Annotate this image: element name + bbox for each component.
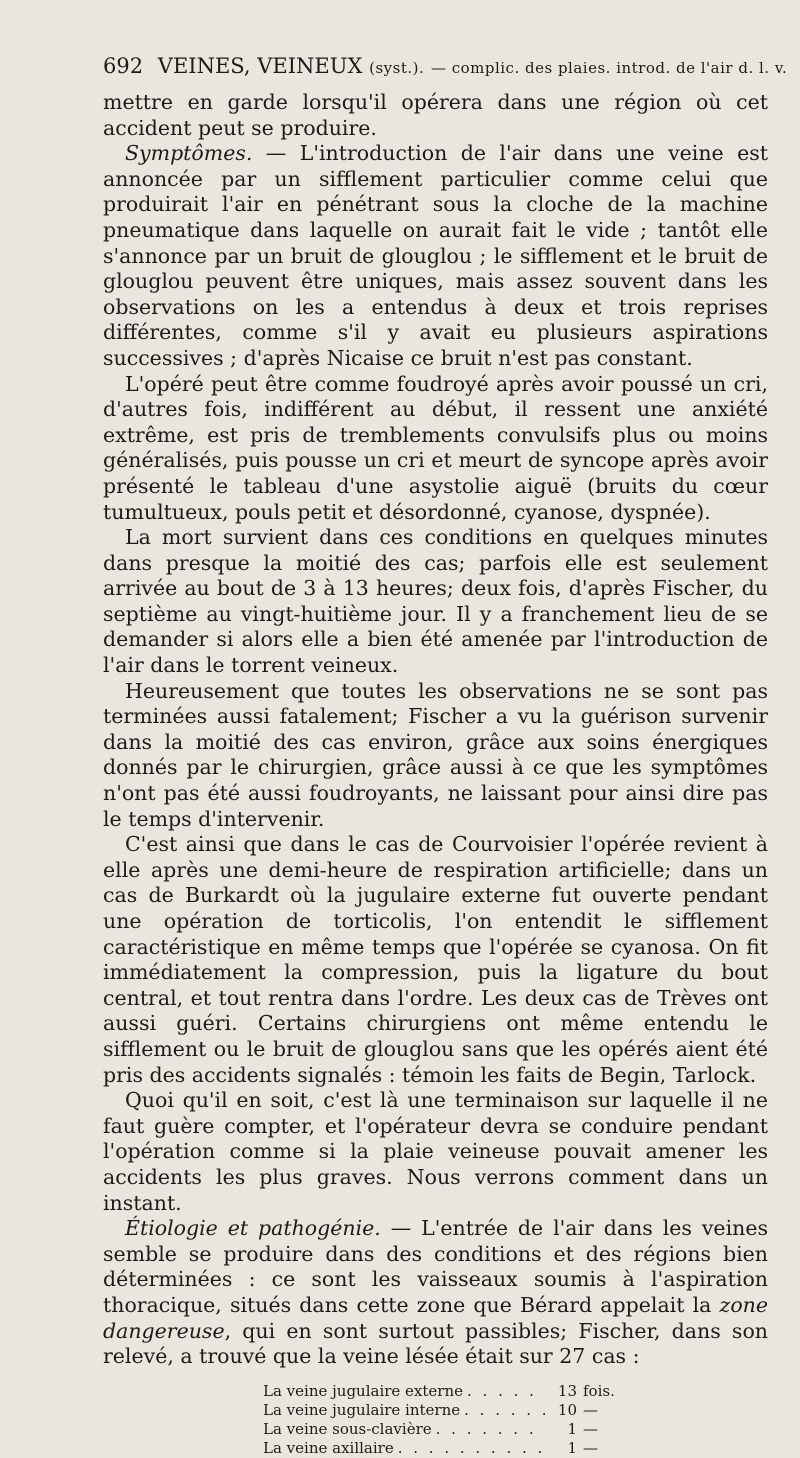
paragraph: [103, 832, 768, 1088]
row-count: 1: [567, 1419, 577, 1438]
paragraph-text: Heureusement que toutes les observations ne se sont pas terminées aussi fatalement; Fischer a vu la guérison survenir dans la moitié des cas environ, grâce aux soins énergiques donnés par le chirurgien, grâce aussi à ce que les symptômes n'ont pas été aussi foudroyants, ne laissant pour ainsi dire pas le temps d'intervenir.: [103, 678, 768, 831]
leader-dots: [394, 1439, 545, 1458]
section-heading-symptomes: Symptômes.: [125, 141, 253, 166]
row-label: La veine jugulaire interne: [263, 1400, 461, 1419]
paragraph: [103, 1216, 768, 1370]
emphasis-zone-dangereuse: zone dangereuse: [103, 1292, 768, 1343]
table-row: [263, 1439, 623, 1458]
row-unit: —: [583, 1400, 598, 1419]
paragraph: [103, 372, 768, 526]
vein-count-table: [263, 1382, 768, 1458]
page-number: 692: [103, 54, 144, 78]
row-label: La veine sous-clavière: [263, 1419, 432, 1438]
header-subtitle: — complic. des plaies. introd. de l'air d. l. v.: [430, 59, 788, 77]
paragraph: [103, 90, 768, 141]
paragraph: [103, 1088, 768, 1216]
paragraph: [103, 679, 768, 833]
paragraph-text: mettre en garde lorsqu'il opérera dans une région où cet accident peut se produire.: [103, 90, 768, 140]
paragraph-text: L'opéré peut être comme foudroyé après avoir poussé un cri, d'autres fois, indifférent au début, il ressent une anxiété extrême, est pris de tremblements convulsifs plus ou moins généralisés, puis pousse un cri et meurt de syncope après avoir présenté le tableau d'une asystolie aiguë (bruits du cœur tumultueux, pouls petit et désordonné, cyanose, dyspnée).: [103, 371, 768, 524]
leader-dots: [463, 1382, 545, 1401]
header-syst: (syst.).: [369, 59, 425, 77]
leader-dots: [460, 1401, 545, 1420]
row-count: 13: [557, 1381, 577, 1400]
leader-dots: [432, 1420, 545, 1439]
table-row: [263, 1420, 623, 1439]
body-text: [103, 90, 768, 1370]
paragraph-text: La mort survient dans ces conditions en quelques minutes dans presque la moitié des cas; parfois elle est seulement arrivée au bout de 3 à 13 heures; deux fois, d'après Fischer, du septième au vingt-huitième jour. Il y a franchement lieu de se demander si alors elle a bien été amenée par l'introduction de l'air dans le torrent veineux.: [103, 525, 768, 678]
paragraph-text: — L'introduction de l'air dans une veine est annoncée par un sifflement particulier comme celui que produirait l'air en pénétrant sous la cloche de la machine pneumatique dans laquelle on aurait fait le vide ; tantôt elle s'annonce par un bruit de glouglou ; le sifflement et le bruit de glouglou peuvent être uniques, mais assez souvent dans les observations on les a entendus à deux et trois reprises différentes, comme s'il y avait eu plusieurs aspirations successives ; d'après Nicaise ce bruit n'est pas constant.: [103, 141, 768, 370]
section-heading-etiologie: Étiologie et pathogénie.: [125, 1216, 381, 1241]
row-label: La veine axillaire: [263, 1438, 394, 1457]
table-row: [263, 1401, 623, 1420]
table-row: [263, 1382, 623, 1401]
paragraph-text: , qui en sont surtout passibles; Fischer, dans son relevé, a trouvé que la veine lésée était sur 27 cas :: [103, 1318, 768, 1369]
header-title: VEINES, VEINEUX: [157, 54, 363, 78]
paragraph-text: C'est ainsi que dans le cas de Courvoisier l'opérée revient à elle après une demi-heure de respiration artificielle; dans un cas de Burkardt où la jugulaire externe fut ouverte pendant une opération de torticolis, l'on entendit le sifflement caractéristique en même temps que l'opérée se cyanosa. On fit immédiatement la compression, puis la ligature du bout central, et tout rentra dans l'ordre. Les deux cas de Trèves ont aussi guéri. Certains chirurgiens ont même entendu le sifflement ou le bruit de glouglou sans que les opérés aient été pris des accidents signalés : témoin les faits de Begin, Tarlock.: [103, 832, 768, 1087]
paragraph: [103, 525, 768, 679]
row-count: 10: [557, 1400, 577, 1419]
paragraph-text: — L'entrée de l'air dans les veines semble se produire dans des conditions et des régions bien déterminées : ce sont les vaisseaux soumis à l'aspiration thoracique, situés dans cette zone que Bérard appelait la: [103, 1216, 768, 1317]
row-unit: —: [583, 1419, 598, 1438]
row-unit: —: [583, 1438, 598, 1457]
row-unit: fois.: [583, 1381, 615, 1400]
paragraph: [103, 141, 768, 371]
row-count: 1: [567, 1438, 577, 1457]
row-label: La veine jugulaire externe: [263, 1381, 464, 1400]
paragraph-text: Quoi qu'il en soit, c'est là une terminaison sur laquelle il ne faut guère compter, et l'opérateur devra se conduire pendant l'opération comme si la plaie veineuse pouvait amener les accidents les plus graves. Nous verrons comment dans un instant.: [103, 1088, 768, 1215]
running-header: [103, 52, 788, 82]
